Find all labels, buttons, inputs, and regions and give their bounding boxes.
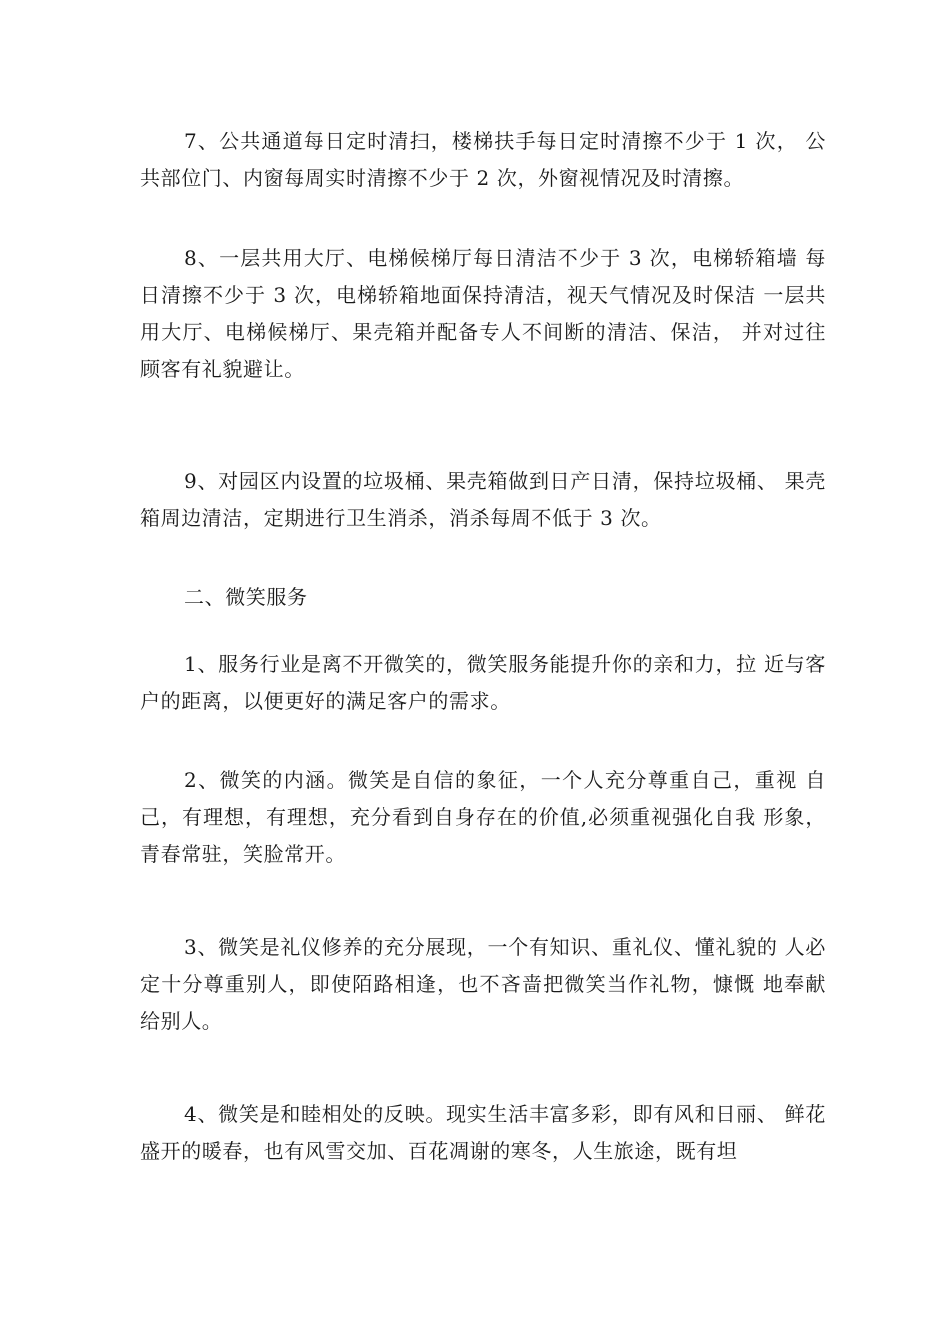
paragraph-item-9: 9、对园区内设置的垃圾桶、果壳箱做到日产日清，保持垃圾桶、 果壳箱周边清洁，定期进行卫生消杀，消杀每周不低于 3 次。 xyxy=(140,469,826,530)
paragraph-item-8: 8、一层共用大厅、电梯候梯厅每日清洁不少于 3 次，电梯轿箱墙 每日清擦不少于 3 次，电梯轿箱地面保持清洁，视天气情况及时保洁 一层共用大厅、电梯候梯厅、果壳箱并配备专人不间断的清洁、保洁， 并对过往顾客有礼貌避让。 xyxy=(140,246,826,381)
paragraph-smile-3: 3、微笑是礼仪修养的充分展现，一个有知识、重礼仪、懂礼貌的 人必定十分尊重别人，即使陌路相逢，也不吝啬把微笑当作礼物，慷慨 地奉献给别人。 xyxy=(140,935,826,1033)
paragraph-smile-1: 1、服务行业是离不开微笑的，微笑服务能提升你的亲和力，拉 近与客户的距离，以便更好的满足客户的需求。 xyxy=(140,652,826,713)
paragraph-smile-4: 4、微笑是和睦相处的反映。现实生活丰富多彩，即有风和日丽、 鲜花盛开的暖春，也有风雪交加、百花凋谢的寒冬，人生旅途，既有坦 xyxy=(140,1102,826,1163)
section-heading-smile-service: 二、微笑服务 xyxy=(184,585,308,609)
paragraph-item-7: 7、公共通道每日定时清扫，楼梯扶手每日定时清擦不少于 1 次， 公共部位门、内窗每周实时清擦不少于 2 次，外窗视情况及时清擦。 xyxy=(140,129,826,190)
paragraph-smile-2: 2、微笑的内涵。微笑是自信的象征，一个人充分尊重自己，重视 自己，有理想，有理想，充分看到自身存在的价值,必须重视强化自我 形象，青春常驻，笑脸常开。 xyxy=(140,768,826,866)
